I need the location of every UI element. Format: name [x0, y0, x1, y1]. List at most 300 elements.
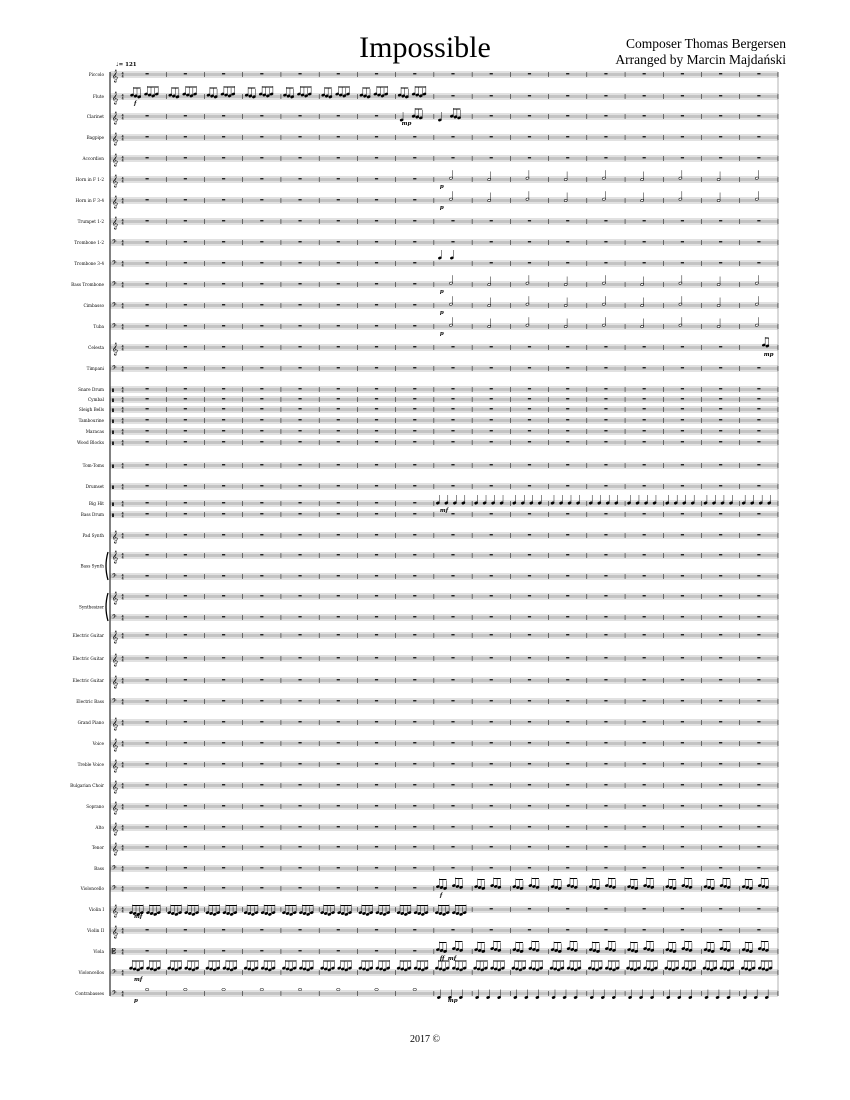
whole-rest — [413, 634, 416, 635]
whole-rest — [298, 262, 301, 263]
treble-clef-icon: 𝄞 — [111, 91, 119, 105]
time-signature-numerator: 4 — [121, 302, 124, 307]
percussion-clef-icon: ▮ — [111, 408, 115, 414]
whole-rest — [490, 929, 493, 930]
whole-rest — [528, 95, 531, 96]
whole-rest — [337, 742, 340, 743]
whole-rest — [451, 464, 454, 465]
whole-rest — [757, 241, 760, 242]
whole-rest — [146, 367, 149, 368]
whole-rest — [184, 346, 187, 347]
whole-rest — [337, 634, 340, 635]
whole-rest — [451, 408, 454, 409]
whole-rest — [643, 262, 646, 263]
whole-rest — [451, 554, 454, 555]
whole-rest — [681, 95, 684, 96]
whole-rest — [184, 575, 187, 576]
whole-rest — [146, 846, 149, 847]
whole-rest — [222, 502, 225, 503]
whole-rest — [681, 908, 684, 909]
whole-rest — [604, 554, 607, 555]
treble-clef-icon: 𝄞 — [111, 675, 119, 689]
whole-rest — [643, 398, 646, 399]
whole-rest — [413, 616, 416, 617]
whole-rest — [298, 805, 301, 806]
treble-clef-icon: 𝄞 — [111, 904, 119, 918]
whole-rest — [719, 513, 722, 514]
whole-rest — [375, 115, 378, 116]
time-signature-numerator: 4 — [121, 552, 124, 557]
arranger-credit: Arranged by Marcin Majdański — [615, 52, 786, 67]
time-signature-denominator: 4 — [121, 847, 124, 852]
whole-rest — [298, 950, 301, 951]
whole-rest — [643, 241, 646, 242]
whole-rest — [222, 220, 225, 221]
percussion-clef-icon: ▮ — [111, 441, 115, 447]
dynamic-marking: mf — [134, 977, 143, 983]
whole-rest — [719, 763, 722, 764]
whole-rest — [146, 679, 149, 680]
whole-rest — [375, 679, 378, 680]
whole-rest — [184, 283, 187, 284]
whole-rest — [337, 513, 340, 514]
whole-rest — [528, 846, 531, 847]
time-signature-numerator: 4 — [121, 906, 124, 911]
whole-rest — [413, 464, 416, 465]
whole-rest — [451, 867, 454, 868]
whole-rest — [719, 408, 722, 409]
bass-clef-icon: 𝄢 — [111, 363, 117, 373]
bass-clef-icon: 𝄢 — [111, 237, 117, 247]
whole-rest — [184, 220, 187, 221]
whole-rest — [337, 398, 340, 399]
whole-rest — [490, 430, 493, 431]
whole-rest — [566, 846, 569, 847]
whole-rest — [528, 679, 531, 680]
whole-rest — [719, 534, 722, 535]
whole-rest — [413, 441, 416, 442]
whole-rest — [146, 929, 149, 930]
whole-rest — [184, 742, 187, 743]
whole-rest — [298, 485, 301, 486]
time-signature-denominator: 4 — [121, 617, 124, 622]
whole-rest — [719, 419, 722, 420]
instrument-name: Tenor — [91, 845, 104, 850]
whole-rest — [260, 534, 263, 535]
whole-rest — [451, 513, 454, 514]
whole-rest — [681, 441, 684, 442]
whole-rest — [490, 908, 493, 909]
whole-rest — [146, 178, 149, 179]
whole-rest — [146, 346, 149, 347]
whole-note — [336, 988, 340, 990]
whole-rest — [719, 595, 722, 596]
whole-rest — [146, 595, 149, 596]
whole-rest — [643, 763, 646, 764]
whole-rest — [375, 634, 378, 635]
whole-rest — [146, 136, 149, 137]
whole-rest — [222, 534, 225, 535]
whole-rest — [451, 220, 454, 221]
treble-clef-icon: 𝄞 — [111, 550, 119, 564]
whole-rest — [566, 115, 569, 116]
treble-clef-icon: 𝄞 — [111, 174, 119, 188]
whole-rest — [528, 441, 531, 442]
whole-rest — [298, 441, 301, 442]
instrument-name: Electric Bass — [76, 699, 104, 704]
instrument-name: Piccolo — [88, 72, 104, 77]
whole-rest — [146, 283, 149, 284]
whole-rest — [298, 634, 301, 635]
whole-rest — [604, 367, 607, 368]
treble-clef-icon: 𝄞 — [111, 111, 119, 125]
whole-rest — [757, 554, 760, 555]
whole-rest — [375, 283, 378, 284]
whole-rest — [298, 304, 301, 305]
treble-clef-icon: 𝄞 — [111, 195, 119, 209]
whole-rest — [528, 657, 531, 658]
whole-rest — [413, 805, 416, 806]
whole-rest — [451, 721, 454, 722]
whole-rest — [298, 679, 301, 680]
whole-rest — [643, 73, 646, 74]
time-signature-denominator: 4 — [121, 326, 124, 331]
whole-rest — [298, 430, 301, 431]
whole-rest — [604, 262, 607, 263]
whole-rest — [719, 241, 722, 242]
whole-rest — [222, 157, 225, 158]
whole-rest — [719, 115, 722, 116]
whole-rest — [337, 950, 340, 951]
whole-rest — [222, 346, 225, 347]
whole-rest — [757, 136, 760, 137]
whole-rest — [528, 73, 531, 74]
grand-staff-brace — [106, 593, 108, 621]
whole-rest — [260, 346, 263, 347]
percussion-clef-icon: ▮ — [111, 485, 115, 491]
time-signature-denominator: 4 — [121, 263, 124, 268]
whole-rest — [681, 805, 684, 806]
whole-rest — [681, 346, 684, 347]
whole-rest — [298, 419, 301, 420]
whole-rest — [375, 464, 378, 465]
whole-note — [298, 988, 302, 990]
whole-rest — [375, 929, 378, 930]
time-signature-numerator: 4 — [121, 417, 124, 422]
whole-rest — [643, 742, 646, 743]
whole-rest — [298, 398, 301, 399]
whole-rest — [719, 464, 722, 465]
whole-rest — [298, 784, 301, 785]
whole-rest — [757, 634, 760, 635]
whole-rest — [719, 554, 722, 555]
whole-rest — [413, 408, 416, 409]
whole-rest — [528, 408, 531, 409]
whole-rest — [604, 157, 607, 158]
whole-rest — [260, 485, 263, 486]
whole-rest — [222, 199, 225, 200]
whole-rest — [298, 575, 301, 576]
whole-rest — [337, 325, 340, 326]
whole-rest — [413, 388, 416, 389]
whole-rest — [604, 73, 607, 74]
whole-rest — [566, 241, 569, 242]
time-signature-numerator: 4 — [121, 155, 124, 160]
dynamic-marking: p — [134, 998, 138, 1004]
whole-rest — [490, 534, 493, 535]
whole-rest — [681, 464, 684, 465]
whole-rest — [298, 367, 301, 368]
whole-rest — [757, 657, 760, 658]
whole-rest — [298, 616, 301, 617]
whole-rest — [643, 430, 646, 431]
whole-rest — [566, 700, 569, 701]
whole-rest — [337, 262, 340, 263]
whole-rest — [375, 513, 378, 514]
whole-rest — [757, 534, 760, 535]
whole-rest — [566, 575, 569, 576]
whole-rest — [375, 867, 378, 868]
whole-rest — [451, 157, 454, 158]
whole-rest — [298, 73, 301, 74]
whole-rest — [490, 115, 493, 116]
whole-rest — [298, 721, 301, 722]
whole-rest — [375, 763, 378, 764]
whole-rest — [184, 157, 187, 158]
time-signature-denominator: 4 — [121, 806, 124, 811]
whole-rest — [719, 73, 722, 74]
whole-rest — [719, 430, 722, 431]
whole-rest — [375, 346, 378, 347]
whole-rest — [719, 441, 722, 442]
whole-rest — [298, 502, 301, 503]
time-signature-denominator: 4 — [121, 431, 124, 436]
whole-rest — [413, 950, 416, 951]
whole-rest — [451, 700, 454, 701]
whole-rest — [375, 73, 378, 74]
whole-rest — [490, 388, 493, 389]
time-signature-numerator: 4 — [121, 439, 124, 444]
whole-rest — [298, 534, 301, 535]
whole-rest — [604, 929, 607, 930]
whole-rest — [413, 763, 416, 764]
whole-rest — [146, 867, 149, 868]
alto-clef-icon: 𝄡 — [111, 946, 116, 956]
time-signature-numerator: 4 — [121, 71, 124, 76]
whole-rest — [337, 430, 340, 431]
time-signature-denominator: 4 — [121, 972, 124, 977]
whole-rest — [757, 763, 760, 764]
whole-rest — [757, 408, 760, 409]
time-signature-denominator: 4 — [121, 442, 124, 447]
whole-rest — [451, 805, 454, 806]
whole-rest — [146, 534, 149, 535]
whole-rest — [490, 485, 493, 486]
whole-rest — [375, 262, 378, 263]
time-signature-numerator: 4 — [121, 396, 124, 401]
whole-rest — [146, 763, 149, 764]
whole-rest — [222, 419, 225, 420]
whole-rest — [260, 398, 263, 399]
whole-note — [145, 988, 149, 990]
whole-rest — [260, 441, 263, 442]
percussion-clef-icon: ▮ — [111, 388, 115, 394]
whole-rest — [222, 241, 225, 242]
whole-rest — [757, 742, 760, 743]
whole-rest — [413, 398, 416, 399]
whole-rest — [260, 502, 263, 503]
whole-rest — [413, 887, 416, 888]
percussion-clef-icon: ▮ — [111, 398, 115, 404]
bass-clef-icon: 𝄢 — [111, 321, 117, 331]
whole-rest — [643, 575, 646, 576]
instrument-name: Drumset — [85, 484, 104, 489]
whole-rest — [184, 325, 187, 326]
whole-rest — [719, 784, 722, 785]
whole-rest — [643, 220, 646, 221]
whole-rest — [757, 398, 760, 399]
time-signature-denominator: 4 — [121, 399, 124, 404]
whole-rest — [413, 73, 416, 74]
whole-rest — [604, 657, 607, 658]
whole-rest — [643, 388, 646, 389]
whole-rest — [375, 178, 378, 179]
whole-rest — [604, 534, 607, 535]
time-signature-numerator: 4 — [121, 614, 124, 619]
whole-rest — [413, 262, 416, 263]
whole-rest — [566, 262, 569, 263]
whole-rest — [184, 784, 187, 785]
whole-rest — [528, 346, 531, 347]
whole-rest — [298, 157, 301, 158]
whole-rest — [260, 157, 263, 158]
whole-rest — [375, 950, 378, 951]
whole-rest — [757, 220, 760, 221]
whole-rest — [337, 554, 340, 555]
whole-rest — [757, 115, 760, 116]
whole-rest — [757, 513, 760, 514]
time-signature-denominator: 4 — [121, 743, 124, 748]
dynamic-marking: p — [439, 184, 444, 190]
whole-rest — [375, 304, 378, 305]
whole-rest — [757, 441, 760, 442]
whole-rest — [719, 346, 722, 347]
whole-rest — [528, 805, 531, 806]
whole-rest — [566, 346, 569, 347]
instrument-name: Celesta — [88, 345, 104, 350]
bass-clef-icon: 𝄢 — [111, 967, 117, 977]
whole-rest — [146, 262, 149, 263]
treble-clef-icon: 𝄞 — [111, 216, 119, 230]
time-signature-denominator: 4 — [121, 486, 124, 491]
instrument-name: Electric Guitar — [72, 678, 104, 683]
whole-rest — [375, 784, 378, 785]
instrument-name: Bass Synth — [80, 563, 104, 569]
time-signature-numerator: 4 — [121, 927, 124, 932]
whole-rest — [490, 595, 493, 596]
instrument-name: Violin II — [87, 928, 104, 933]
time-signature-denominator: 4 — [121, 764, 124, 769]
whole-rest — [260, 388, 263, 389]
whole-rest — [146, 721, 149, 722]
whole-rest — [260, 408, 263, 409]
whole-rest — [260, 262, 263, 263]
whole-rest — [719, 616, 722, 617]
instrument-name: Horn in F 3-4 — [75, 198, 104, 203]
bass-clef-icon: 𝄢 — [111, 571, 117, 581]
whole-rest — [643, 721, 646, 722]
time-signature-denominator: 4 — [121, 200, 124, 205]
whole-rest — [184, 805, 187, 806]
whole-rest — [298, 700, 301, 701]
whole-rest — [719, 136, 722, 137]
whole-rest — [719, 95, 722, 96]
time-signature-denominator: 4 — [121, 74, 124, 79]
whole-rest — [566, 513, 569, 514]
whole-rest — [643, 657, 646, 658]
dynamic-marking: p — [439, 289, 444, 295]
treble-clef-icon: 𝄞 — [111, 342, 119, 356]
whole-rest — [375, 325, 378, 326]
whole-rest — [528, 367, 531, 368]
whole-rest — [260, 325, 263, 326]
whole-rest — [337, 763, 340, 764]
whole-rest — [260, 136, 263, 137]
whole-rest — [566, 763, 569, 764]
whole-rest — [719, 846, 722, 847]
whole-rest — [490, 398, 493, 399]
whole-rest — [222, 826, 225, 827]
whole-rest — [260, 721, 263, 722]
whole-rest — [490, 867, 493, 868]
whole-rest — [184, 419, 187, 420]
whole-rest — [146, 634, 149, 635]
whole-rest — [528, 388, 531, 389]
whole-rest — [604, 115, 607, 116]
whole-rest — [298, 826, 301, 827]
instrument-name: Accordion — [82, 156, 104, 161]
whole-rest — [528, 595, 531, 596]
whole-rest — [413, 325, 416, 326]
whole-rest — [222, 441, 225, 442]
time-signature-numerator: 4 — [121, 386, 124, 391]
whole-rest — [298, 241, 301, 242]
whole-rest — [643, 805, 646, 806]
time-signature-denominator: 4 — [121, 535, 124, 540]
whole-rest — [298, 763, 301, 764]
whole-rest — [375, 721, 378, 722]
whole-rest — [451, 784, 454, 785]
whole-rest — [528, 464, 531, 465]
whole-rest — [413, 199, 416, 200]
whole-rest — [643, 867, 646, 868]
whole-rest — [146, 464, 149, 465]
whole-rest — [413, 721, 416, 722]
time-signature-numerator: 4 — [121, 885, 124, 890]
whole-note — [222, 988, 226, 990]
whole-rest — [643, 700, 646, 701]
whole-rest — [260, 554, 263, 555]
whole-rest — [643, 95, 646, 96]
whole-rest — [184, 304, 187, 305]
whole-rest — [184, 485, 187, 486]
whole-rest — [413, 846, 416, 847]
whole-rest — [146, 73, 149, 74]
whole-rest — [643, 595, 646, 596]
whole-rest — [260, 679, 263, 680]
whole-rest — [566, 464, 569, 465]
whole-rest — [260, 657, 263, 658]
